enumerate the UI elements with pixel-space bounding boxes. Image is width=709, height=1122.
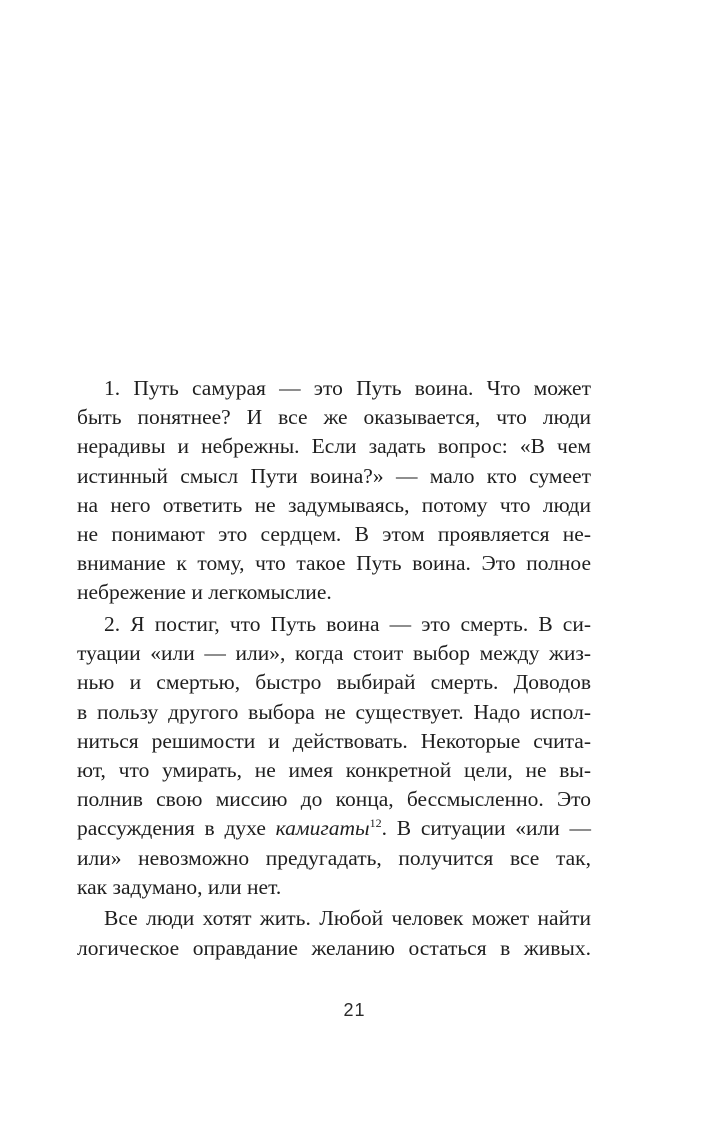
text-line: 1. Путь самурая — это Путь воина. Что может: [104, 376, 591, 400]
text-line: нерадивы и небрежны. Если задать вопрос: «В чем: [77, 434, 591, 459]
text-line: не понимают это сердцем. В этом проявляется не-: [77, 521, 591, 546]
paragraph-1: [77, 374, 591, 608]
text-line: быть понятнее? И все же оказывается, что люди: [77, 405, 591, 430]
italic-term: камигаты: [275, 816, 370, 841]
text-line: в пользу другого выбора не существует. Надо испол-: [77, 699, 591, 724]
text-line: 2. Я постиг, что Путь воина — это смерть. В си-: [104, 612, 591, 636]
text-line: небрежение и легкомыслие.: [77, 580, 332, 605]
text-line: туации «или — или», когда стоит выбор между жиз-: [77, 641, 591, 666]
term-line-before: рассуждения в духе: [77, 816, 276, 841]
text-line: на него ответить не задумываясь, потому что люди: [77, 492, 591, 517]
text-line: как задумано, или нет.: [77, 874, 282, 899]
text-line: Все люди хотят жить. Любой человек может найти: [104, 906, 591, 931]
paragraph-2: [77, 610, 591, 902]
text-line: нью и смертью, быстро выбирай смерть. Доводов: [77, 670, 591, 695]
text-line: или» невозможно предугадать, получится все так,: [77, 845, 591, 870]
text-line: ниться решимости и действовать. Некоторые счита-: [77, 728, 591, 753]
paragraph-3: [77, 904, 591, 962]
text-line: истинный смысл Пути воина?» — мало кто сумеет: [77, 463, 591, 488]
footnote-reference[interactable]: 12: [369, 816, 382, 831]
text-line: логическое оправдание желанию остаться в живых.: [77, 935, 591, 960]
text-line: ют, что умирать, не имея конкретной цели, не вы-: [77, 757, 591, 782]
page-number: 21: [343, 1000, 366, 1020]
text-line: внимание к тому, что такое Путь воина. Это полное: [77, 551, 591, 576]
text-line: полнив свою миссию до конца, бессмысленно. Это: [77, 787, 591, 812]
term-line-after: . В ситуации «или —: [381, 816, 591, 841]
body-text: [77, 374, 591, 963]
text-line-with-term: [77, 814, 591, 843]
